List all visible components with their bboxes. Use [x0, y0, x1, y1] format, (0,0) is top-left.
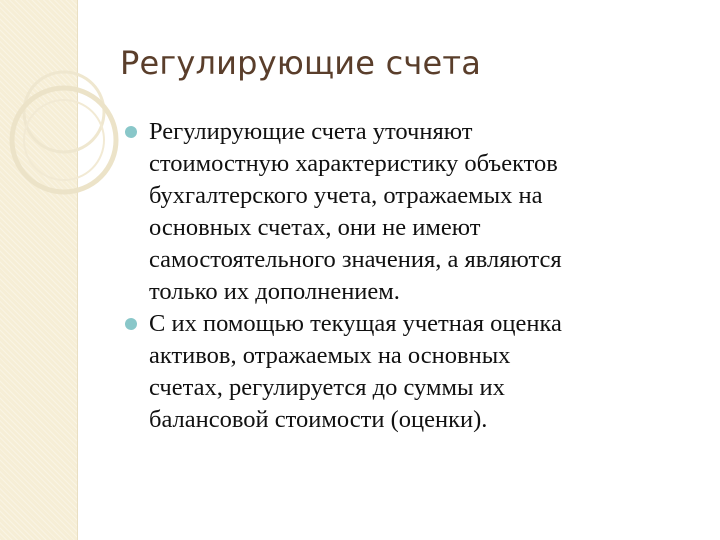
circle-bullet-icon: [125, 318, 137, 330]
bullet-line: самостоятельного значения, а являются: [149, 246, 562, 273]
bullet-line: стоимостную характеристику объектов: [149, 150, 558, 177]
concentric-rings-decoration-icon: [0, 0, 140, 240]
bullet-line: активов, отражаемых на основных: [149, 342, 511, 369]
bullet-line: бухгалтерского учета, отражаемых на: [149, 182, 543, 209]
bullet-item-2: [124, 308, 704, 436]
bullet-list: [124, 116, 704, 436]
bullet-line: счетах, регулируется до суммы их: [149, 374, 505, 401]
bullet-line: основных счетах, они не имеют: [149, 214, 481, 241]
slide-title: Регулирующие счета: [120, 44, 482, 82]
bullet-line: С их помощью текущая учетная оценка: [149, 310, 562, 337]
bullet-line: балансовой стоимости (оценки).: [149, 406, 488, 433]
bullet-item-1: [124, 116, 704, 308]
circle-bullet-icon: [125, 126, 137, 138]
bullet-line: только их дополнением.: [149, 278, 400, 305]
bullet-line: Регулирующие счета уточняют: [149, 118, 473, 145]
